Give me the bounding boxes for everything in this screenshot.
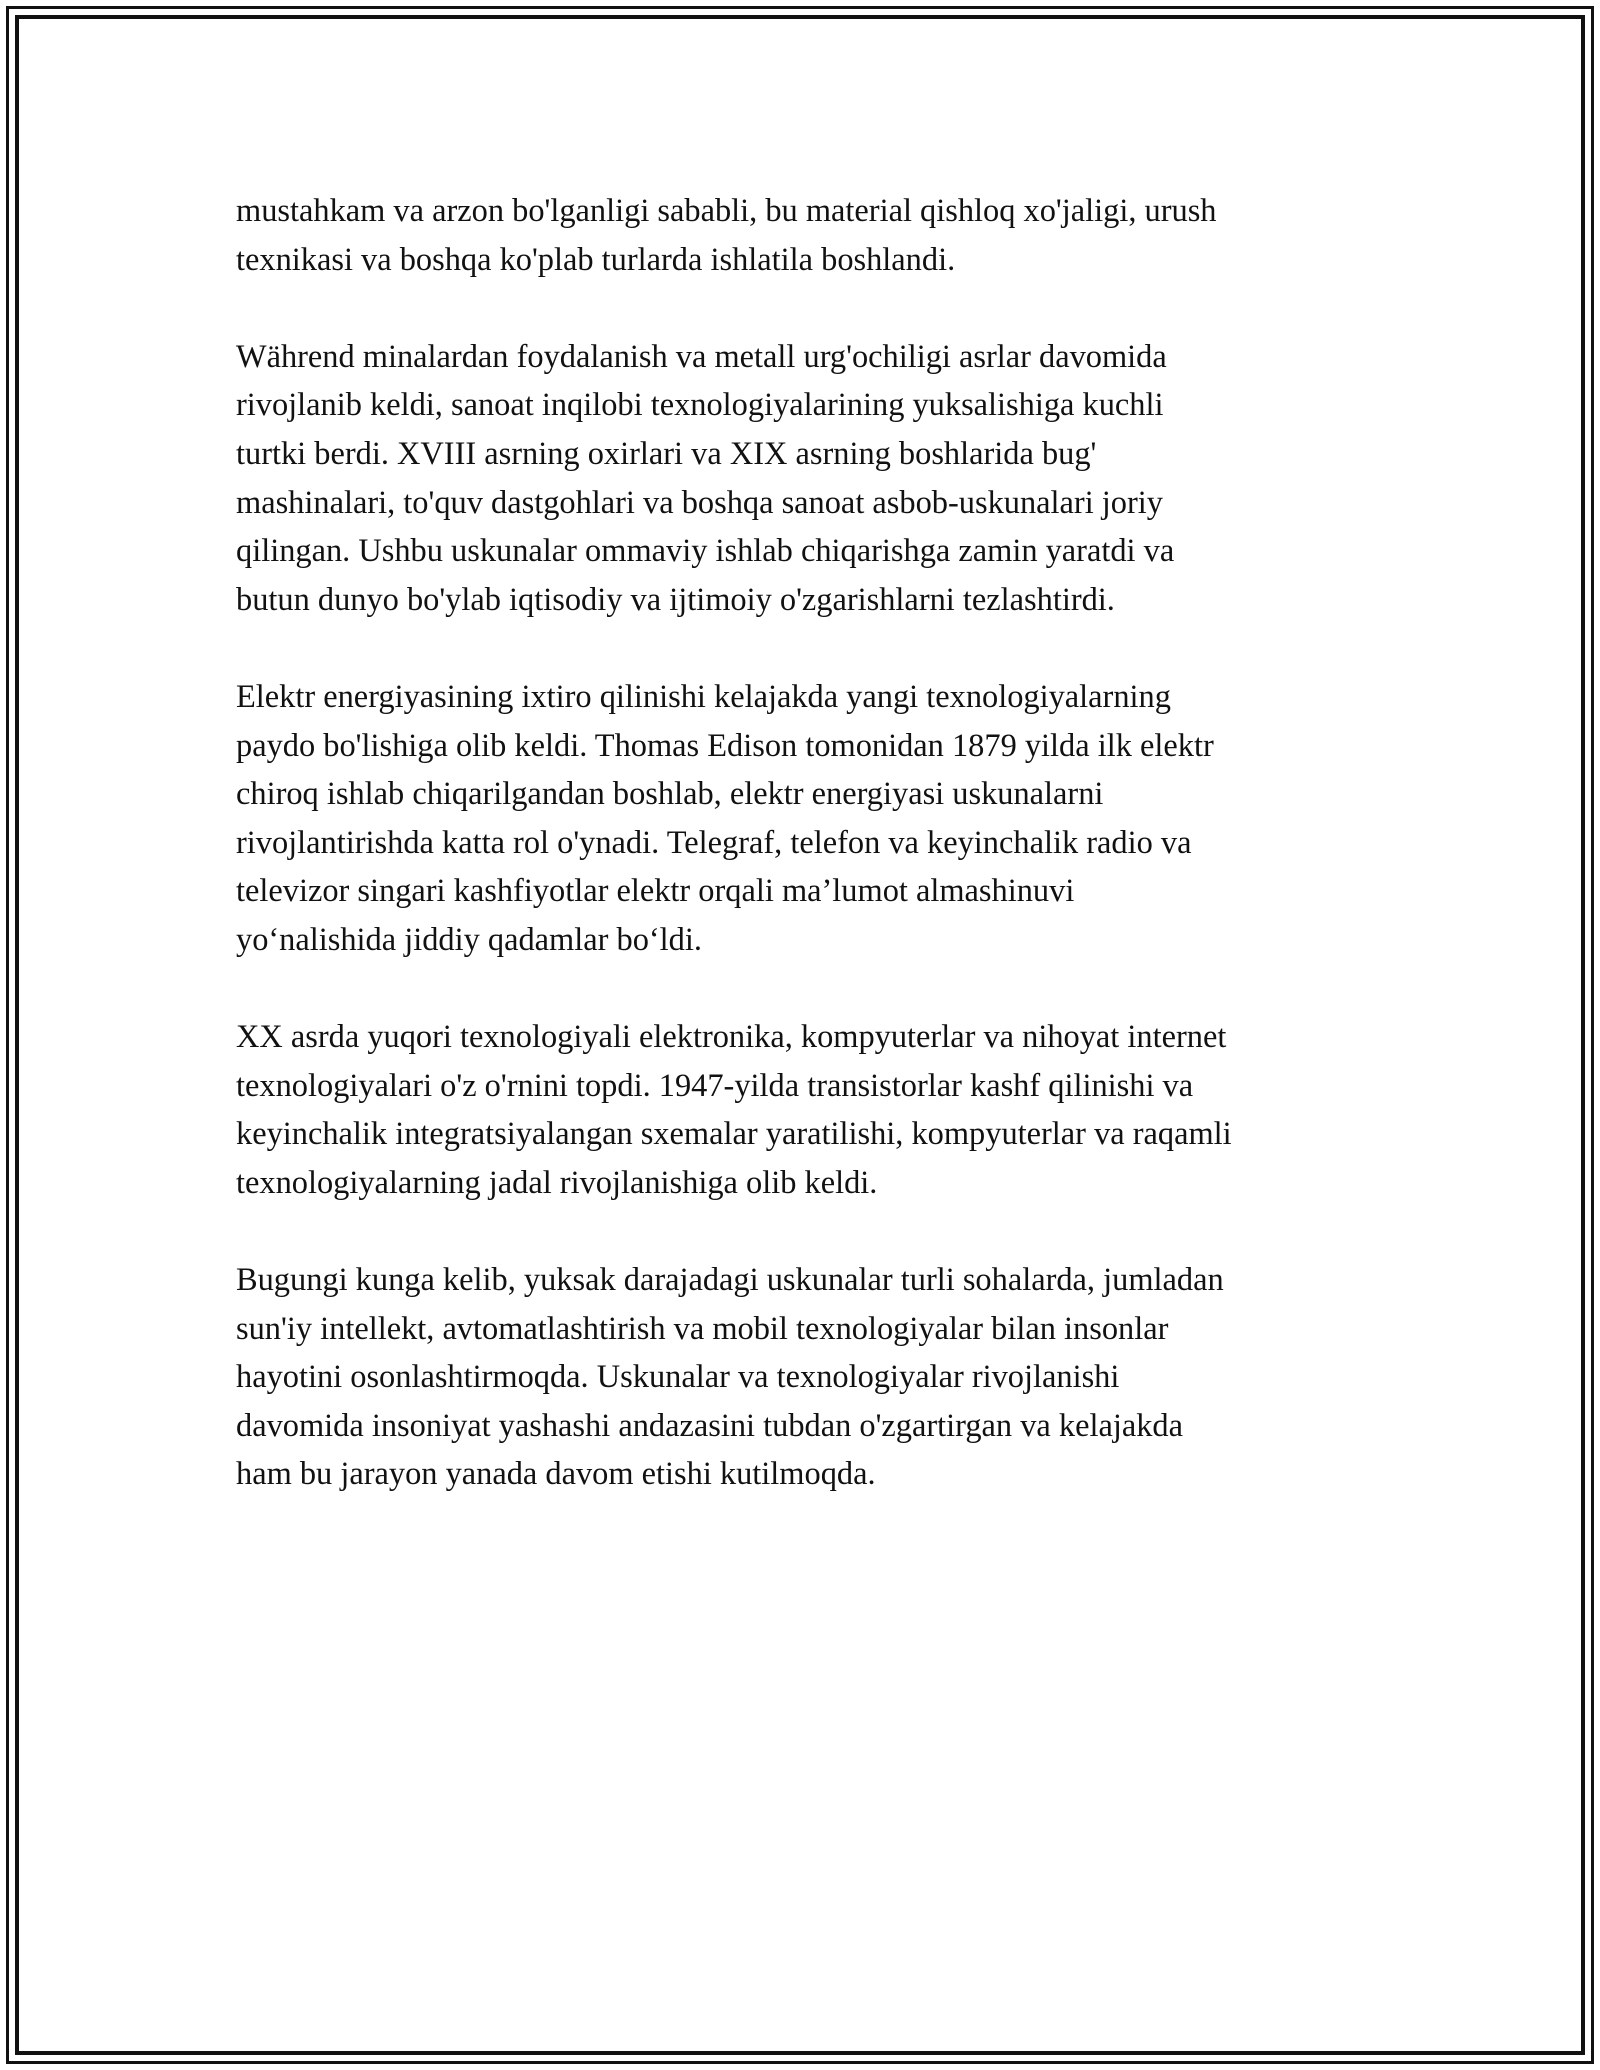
text-line: sun'iy intellekt, avtomatlashtirish va mobil texnologiyalar bilan insonlar	[236, 1310, 1169, 1347]
text-line: mashinalari, to'quv dastgohlari va boshqa sanoat asbob-uskunalari joriy	[236, 484, 1163, 521]
text-line: turtki berdi. XVIII asrning oxirlari va XIX asrning boshlarida bug'	[236, 435, 1097, 472]
text-line: Während minalardan foydalanish va metall urg'ochiligi asrlar davomida	[236, 338, 1167, 375]
text-line: televizor singari kashfiyotlar elektr orqali ma’lumot almashinuvi	[236, 873, 1075, 910]
text-line: rivojlantirishda katta rol o'ynadi. Telegraf, telefon va keyinchalik radio va	[236, 824, 1192, 861]
paragraph-1	[236, 187, 1376, 284]
text-line: davomida insoniyat yashashi andazasini tubdan o'zgartirgan va kelajakda	[236, 1407, 1183, 1444]
text-line: ham bu jarayon yanada davom etishi kutilmoqda.	[236, 1456, 876, 1493]
text-line: keyinchalik integratsiyalangan sxemalar yaratilishi, kompyuterlar va raqamli	[236, 1116, 1232, 1153]
paragraph-2	[236, 333, 1376, 625]
paragraph-3	[236, 673, 1376, 965]
text-line: rivojlanib keldi, sanoat inqilobi texnologiyalarining yuksalishiga kuchli	[236, 387, 1164, 424]
text-line: Elektr energiyasining ixtiro qilinishi kelajakda yangi texnologiyalarning	[236, 678, 1171, 715]
text-line: Bugungi kunga kelib, yuksak darajadagi uskunalar turli sohalarda, jumladan	[236, 1262, 1224, 1299]
text-line: chiroq ishlab chiqarilgandan boshlab, elektr energiyasi uskunalarni	[236, 776, 1104, 813]
paragraph-4	[236, 1013, 1376, 1207]
text-line: XX asrda yuqori texnologiyali elektronika, kompyuterlar va nihoyat internet	[236, 1019, 1227, 1056]
text-line: hayotini osonlashtirmoqda. Uskunalar va texnologiyalar rivojlanishi	[236, 1359, 1120, 1396]
text-line: texnologiyalarning jadal rivojlanishiga olib keldi.	[236, 1164, 878, 1201]
text-line: texnikasi va boshqa ko'plab turlarda ishlatila boshlandi.	[236, 241, 956, 278]
text-line: texnologiyalari o'z o'rnini topdi. 1947-yilda transistorlar kashf qilinishi va	[236, 1067, 1194, 1104]
text-line: yo‘nalishida jiddiy qadamlar bo‘ldi.	[236, 921, 702, 958]
text-line: mustahkam va arzon bo'lganligi sababli, bu material qishloq xo'jaligi, urush	[236, 193, 1217, 229]
text-line: butun dunyo bo'ylab iqtisodiy va ijtimoiy o'zgarishlarni tezlashtirdi.	[236, 581, 1115, 618]
text-line: paydo bo'lishiga olib keldi. Thomas Edison tomonidan 1879 yilda ilk elektr	[236, 727, 1214, 764]
text-line: qilingan. Ushbu uskunalar ommaviy ishlab chiqarishga zamin yaratdi va	[236, 533, 1175, 570]
document-body	[236, 187, 1376, 1548]
paragraph-5	[236, 1256, 1376, 1499]
